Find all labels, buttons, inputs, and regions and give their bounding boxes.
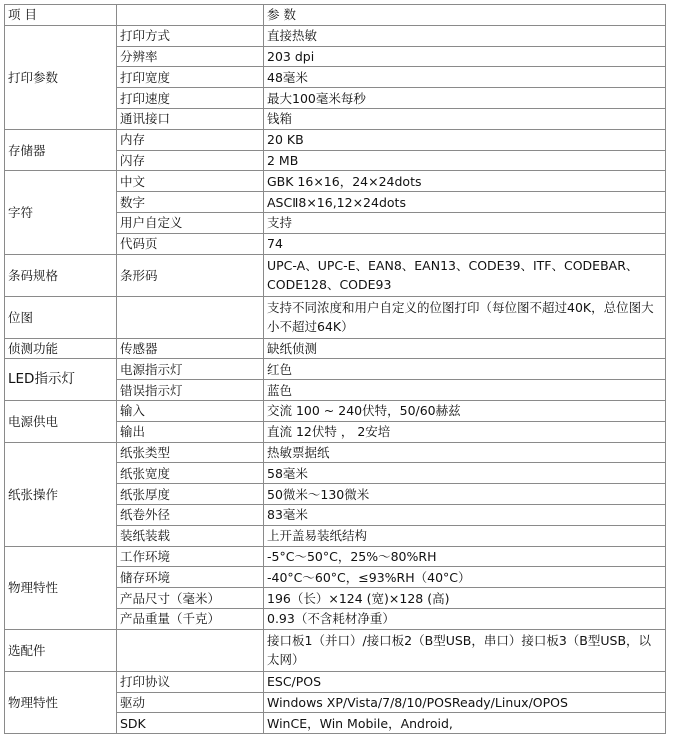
row-value: -40°C～60°C，≤93%RH（40°C） bbox=[264, 567, 666, 588]
row-label: 纸张厚度 bbox=[117, 484, 264, 505]
row-label: 闪存 bbox=[117, 150, 264, 171]
table-row bbox=[5, 296, 666, 338]
table-row bbox=[5, 171, 666, 192]
row-label: 分辨率 bbox=[117, 46, 264, 67]
row-label: 通讯接口 bbox=[117, 108, 264, 129]
group-bitmap: 位图 bbox=[5, 296, 117, 338]
table-row bbox=[5, 129, 666, 150]
row-value: 蓝色 bbox=[264, 380, 666, 401]
group-print-params: 打印参数 bbox=[5, 25, 117, 129]
table-row bbox=[5, 338, 666, 359]
row-value: 直接热敏 bbox=[264, 25, 666, 46]
row-label: 产品重量（千克） bbox=[117, 608, 264, 629]
row-label: 电源指示灯 bbox=[117, 359, 264, 380]
row-label: 条形码 bbox=[117, 254, 264, 296]
row-label: 产品尺寸（毫米） bbox=[117, 588, 264, 609]
header-row bbox=[5, 5, 666, 26]
row-label: 打印协议 bbox=[117, 671, 264, 692]
group-characters: 字符 bbox=[5, 171, 117, 254]
row-value: ASCⅡ8×16,12×24dots bbox=[264, 192, 666, 213]
table-row bbox=[5, 671, 666, 692]
header-spacer bbox=[117, 5, 264, 26]
row-value: 钱箱 bbox=[264, 108, 666, 129]
group-detection: 侦测功能 bbox=[5, 338, 117, 359]
row-value: 203 dpi bbox=[264, 46, 666, 67]
row-value: ESC/POS bbox=[264, 671, 666, 692]
group-paper: 纸张操作 bbox=[5, 442, 117, 546]
row-value: 48毫米 bbox=[264, 67, 666, 88]
spec-table bbox=[4, 4, 666, 734]
row-label bbox=[117, 629, 264, 671]
row-label: 装纸装载 bbox=[117, 525, 264, 546]
row-value: 支持不同浓度和用户自定义的位图打印（每位图不超过40K，总位图大小不超过64K） bbox=[264, 296, 666, 338]
row-value: 2 MB bbox=[264, 150, 666, 171]
row-label: 输出 bbox=[117, 421, 264, 442]
row-value: 直流 12伏特 ， 2安培 bbox=[264, 421, 666, 442]
row-value: 196（长）×124 (宽)×128 (高) bbox=[264, 588, 666, 609]
row-value: 58毫米 bbox=[264, 463, 666, 484]
row-value: 74 bbox=[264, 233, 666, 254]
group-led: LED指示灯 bbox=[5, 359, 117, 401]
row-value: 热敏票据纸 bbox=[264, 442, 666, 463]
table-row bbox=[5, 400, 666, 421]
row-value: 83毫米 bbox=[264, 504, 666, 525]
row-value: UPC-A、UPC-E、EAN8、EAN13、CODE39、ITF、CODEBAR、CODE128、CODE93 bbox=[264, 254, 666, 296]
table-row bbox=[5, 25, 666, 46]
row-label: 纸张宽度 bbox=[117, 463, 264, 484]
row-value: 最大100毫米每秒 bbox=[264, 88, 666, 109]
group-physical-software: 物理特性 bbox=[5, 671, 117, 733]
row-value: 缺纸侦测 bbox=[264, 338, 666, 359]
row-value: 支持 bbox=[264, 212, 666, 233]
header-param: 参 数 bbox=[264, 5, 666, 26]
row-label: 打印方式 bbox=[117, 25, 264, 46]
group-options: 选配件 bbox=[5, 629, 117, 671]
group-power: 电源供电 bbox=[5, 400, 117, 442]
row-label: 纸卷外径 bbox=[117, 504, 264, 525]
group-physical: 物理特性 bbox=[5, 546, 117, 629]
table-row bbox=[5, 359, 666, 380]
row-value: 上开盖易装纸结构 bbox=[264, 525, 666, 546]
row-label: 传感器 bbox=[117, 338, 264, 359]
row-label: 纸张类型 bbox=[117, 442, 264, 463]
group-storage: 存储器 bbox=[5, 129, 117, 171]
table-row bbox=[5, 629, 666, 671]
row-label: 内存 bbox=[117, 129, 264, 150]
row-value: 0.93（不含耗材净重） bbox=[264, 608, 666, 629]
header-item: 项 目 bbox=[5, 5, 117, 26]
group-barcode: 条码规格 bbox=[5, 254, 117, 296]
row-value: GBK 16×16，24×24dots bbox=[264, 171, 666, 192]
row-label bbox=[117, 296, 264, 338]
row-label: 驱动 bbox=[117, 692, 264, 713]
table-row bbox=[5, 546, 666, 567]
row-label: 打印速度 bbox=[117, 88, 264, 109]
row-label: 错误指示灯 bbox=[117, 380, 264, 401]
row-value: 50微米～130微米 bbox=[264, 484, 666, 505]
row-label: 中文 bbox=[117, 171, 264, 192]
row-value: -5°C～50°C，25%～80%RH bbox=[264, 546, 666, 567]
row-value: WinCE，Win Mobile，Android, bbox=[264, 713, 666, 734]
table-row bbox=[5, 254, 666, 296]
row-value: 交流 100 ~ 240伏特，50/60赫兹 bbox=[264, 400, 666, 421]
row-label: 输入 bbox=[117, 400, 264, 421]
row-label: 用户自定义 bbox=[117, 212, 264, 233]
row-label: 代码页 bbox=[117, 233, 264, 254]
table-row bbox=[5, 442, 666, 463]
row-label: 打印宽度 bbox=[117, 67, 264, 88]
row-value: 红色 bbox=[264, 359, 666, 380]
row-label: 数字 bbox=[117, 192, 264, 213]
row-value: 接口板1（并口）/接口板2（B型USB，串口）接口板3（B型USB，以太网） bbox=[264, 629, 666, 671]
row-value: 20 KB bbox=[264, 129, 666, 150]
row-label: SDK bbox=[117, 713, 264, 734]
row-label: 工作环境 bbox=[117, 546, 264, 567]
row-value: Windows XP/Vista/7/8/10/POSReady/Linux/OPOS bbox=[264, 692, 666, 713]
row-label: 储存环境 bbox=[117, 567, 264, 588]
